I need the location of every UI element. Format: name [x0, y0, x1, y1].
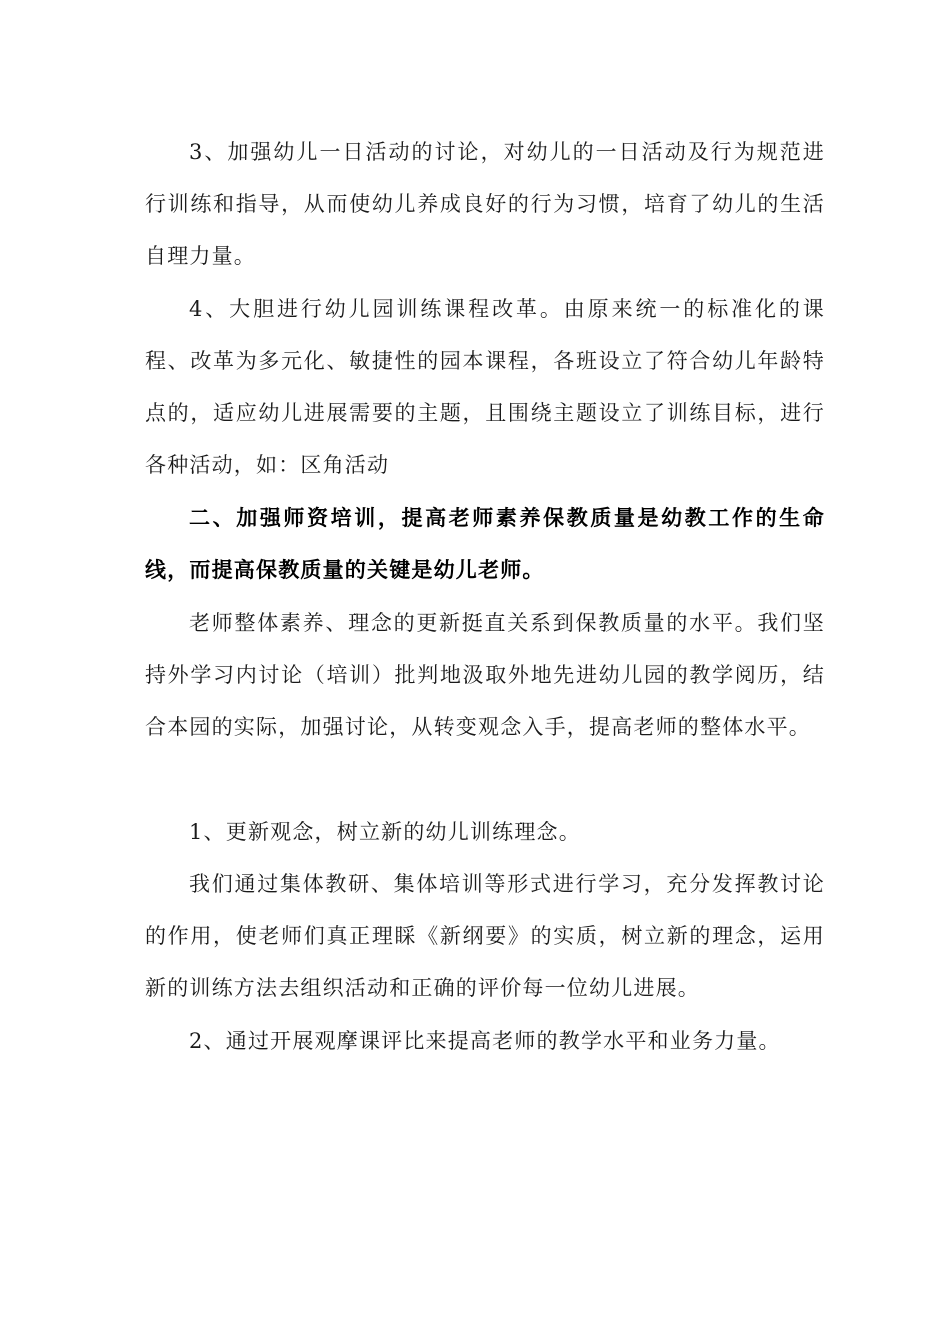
paragraph-update-concepts: 1、更新观念，树立新的幼儿训练理念。 — [189, 820, 581, 844]
paragraph-observation-lessons: 2、通过开展观摩课评比来提高老师的教学水平和业务力量。 — [189, 1029, 781, 1053]
paragraph-teacher-quality: 老师整体素养、理念的更新挺直关系到保教质量的水平。我们坚持外学习内讨论（培训）批判地汲取外地先进幼儿园的教学阅历，结合本园的实际，加强讨论，从转变观念入手，提高老师的整体水平。 — [145, 611, 825, 739]
paragraph-daily-activities: 3、加强幼儿一日活动的讨论，对幼儿的一日活动及行为规范进行训练和指导，从而使幼儿养成良好的行为习惯，培育了幼儿的生活自理力量。 — [145, 140, 825, 268]
section-heading-teacher-training: 二、加强师资培训，提高老师素养保教质量是幼教工作的生命线，而提高保教质量的关键是幼儿老师。 — [145, 505, 825, 582]
paragraph-collective-research: 我们通过集体教研、集体培训等形式进行学习，充分发挥教讨论的作用，使老师们真正理睬《新纲要》的实质，树立新的理念，运用新的训练方法去组织活动和正确的评价每一位幼儿进展。 — [145, 872, 825, 1000]
paragraph-curriculum-reform: 4、大胆进行幼儿园训练课程改革。由原来统一的标准化的课程、改革为多元化、敏捷性的园本课程，各班设立了符合幼儿年龄特点的，适应幼儿进展需要的主题，且围绕主题设立了训练目标，进行各种活动，如：区角活动 — [145, 297, 825, 477]
